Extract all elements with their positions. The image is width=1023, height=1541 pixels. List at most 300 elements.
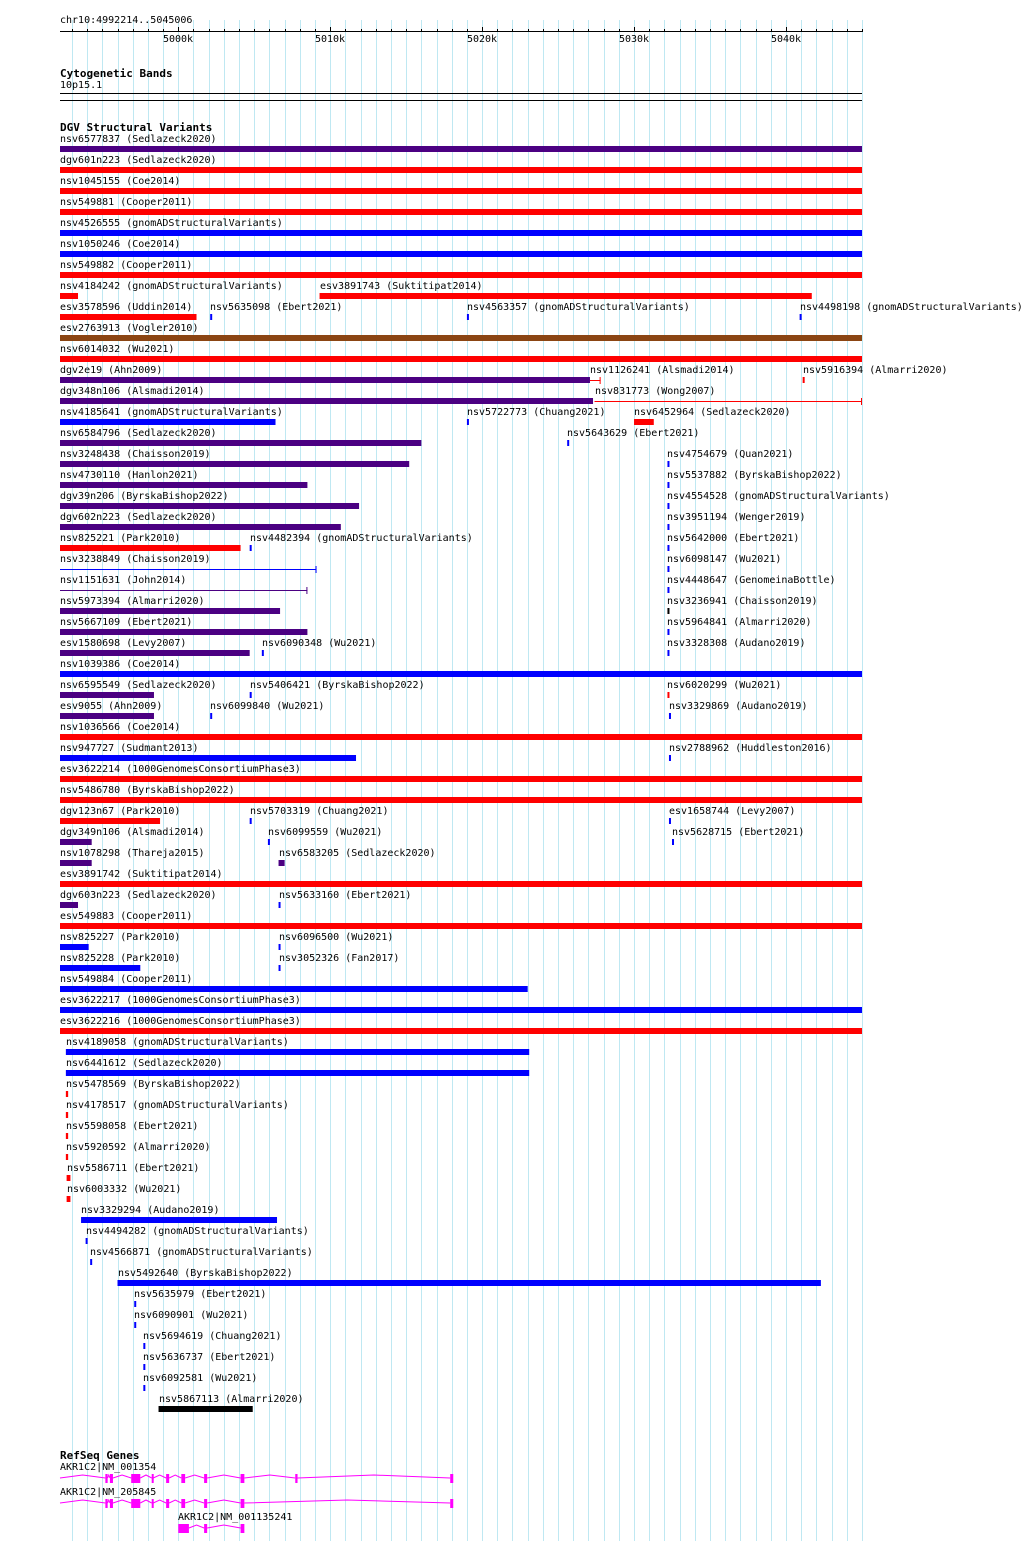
variant-glyph bbox=[0, 776, 890, 784]
variant-glyph bbox=[0, 713, 890, 721]
variant-bar bbox=[60, 230, 862, 236]
variant-glyph bbox=[0, 965, 890, 973]
variant-bar bbox=[134, 1301, 136, 1307]
intron-line bbox=[298, 1475, 451, 1478]
ruler-tick bbox=[102, 29, 103, 32]
variant-label: esv3891743 (Suktitipat2014) bbox=[320, 281, 483, 292]
variant-label: nsv5635098 (Ebert2021) bbox=[210, 302, 343, 313]
variant-label: nsv5628715 (Ebert2021) bbox=[672, 827, 805, 838]
variant-label: nsv4730110 (Hanlon2021) bbox=[60, 470, 199, 481]
variant-bar bbox=[60, 986, 528, 992]
variant-label: esv1580698 (Levy2007) bbox=[60, 638, 187, 649]
ruler-tick bbox=[178, 27, 179, 32]
variant-label: nsv5667109 (Ebert2021) bbox=[60, 617, 193, 628]
ruler-tick bbox=[437, 29, 438, 32]
variant-glyph bbox=[0, 839, 890, 847]
ruler-tick bbox=[239, 29, 240, 32]
variant-label: nsv549882 (Cooper2011) bbox=[60, 260, 193, 271]
intron-line bbox=[153, 1500, 166, 1503]
variant-glyph bbox=[0, 1028, 890, 1036]
variant-label: nsv549881 (Cooper2011) bbox=[60, 197, 193, 208]
variant-label: esv1658744 (Levy2007) bbox=[669, 806, 796, 817]
ruler-tick bbox=[862, 29, 863, 32]
ruler-tick bbox=[832, 29, 833, 32]
gene-label: AKR1C2|NM_205845 bbox=[60, 1487, 157, 1498]
variant-glyph bbox=[0, 1112, 890, 1120]
variant-label: nsv5406421 (ByrskaBishop2022) bbox=[250, 680, 425, 691]
variant-bar bbox=[667, 524, 669, 530]
variant-glyph bbox=[0, 293, 890, 301]
intron-line bbox=[244, 1500, 450, 1503]
variant-label: nsv3052326 (Fan2017) bbox=[279, 953, 400, 964]
variant-bar bbox=[672, 839, 674, 845]
variant-glyph bbox=[0, 734, 890, 742]
variant-label: nsv4494282 (gnomADStructuralVariants) bbox=[86, 1226, 309, 1237]
variant-glyph bbox=[0, 650, 890, 658]
variant-label: nsv5916394 (Almarri2020) bbox=[803, 365, 948, 376]
ruler-label: 5010k bbox=[314, 34, 346, 45]
intron-line bbox=[207, 1525, 240, 1528]
cytoband-track-title: Cytogenetic Bands bbox=[60, 67, 173, 80]
dgv-track-title: DGV Structural Variants bbox=[60, 121, 213, 134]
variant-label: nsv5920592 (Almarri2020) bbox=[66, 1142, 211, 1153]
variant-bar bbox=[669, 818, 671, 824]
variant-bar bbox=[60, 272, 862, 278]
variant-label: nsv6092581 (Wu2021) bbox=[143, 1373, 258, 1384]
refseq-track-title: RefSeq Genes bbox=[60, 1449, 140, 1462]
variant-glyph bbox=[0, 671, 890, 679]
exon-block bbox=[181, 1499, 185, 1508]
variant-glyph bbox=[0, 545, 890, 553]
variant-bar bbox=[667, 692, 669, 698]
intron-line bbox=[207, 1500, 240, 1503]
variant-bar bbox=[667, 629, 669, 635]
variant-label: nsv6577837 (Sedlazeck2020) bbox=[60, 134, 217, 145]
variant-glyph bbox=[0, 167, 890, 175]
intron-line bbox=[244, 1475, 295, 1478]
exon-block bbox=[131, 1499, 140, 1508]
exon-block bbox=[105, 1474, 107, 1483]
variant-bar bbox=[159, 1406, 253, 1412]
ruler-tick bbox=[528, 29, 529, 32]
variant-label: nsv825221 (Park2010) bbox=[60, 533, 181, 544]
variant-label: nsv6584796 (Sedlazeck2020) bbox=[60, 428, 217, 439]
variant-label: nsv3248438 (Chaisson2019) bbox=[60, 449, 211, 460]
variant-glyph bbox=[0, 1175, 890, 1183]
variant-bar bbox=[67, 1175, 71, 1181]
variant-glyph bbox=[0, 188, 890, 196]
exon-block bbox=[241, 1499, 245, 1508]
variant-bar bbox=[60, 1007, 862, 1013]
variant-bar bbox=[279, 860, 285, 866]
variant-label: nsv4563357 (gnomADStructuralVariants) bbox=[467, 302, 690, 313]
variant-glyph bbox=[0, 1154, 890, 1162]
exon-block bbox=[152, 1474, 154, 1483]
ruler-tick bbox=[740, 29, 741, 32]
gene-label: AKR1C2|NM_001354 bbox=[60, 1462, 157, 1473]
variant-label: nsv1045155 (Coe2014) bbox=[60, 176, 181, 187]
variant-glyph bbox=[0, 440, 890, 448]
variant-label: esv549883 (Cooper2011) bbox=[60, 911, 193, 922]
variant-label: dgv602n223 (Sedlazeck2020) bbox=[60, 512, 217, 523]
intron-line bbox=[185, 1500, 204, 1503]
variant-bar bbox=[143, 1343, 145, 1349]
variant-bar bbox=[667, 503, 669, 509]
variant-label: nsv5694619 (Chuang2021) bbox=[143, 1331, 282, 1342]
variant-bar bbox=[669, 713, 671, 719]
ruler-tick bbox=[224, 29, 225, 32]
ruler-label: 5000k bbox=[162, 34, 194, 45]
cytoband-label: 10p15.1 bbox=[60, 80, 103, 91]
variant-label: nsv6099840 (Wu2021) bbox=[210, 701, 325, 712]
variant-glyph bbox=[0, 1385, 890, 1393]
ruler-tick bbox=[786, 27, 787, 32]
variant-bar bbox=[60, 797, 862, 803]
variant-bar bbox=[667, 461, 669, 467]
variant-glyph bbox=[0, 1217, 890, 1225]
variant-label: dgv348n106 (Alsmadi2014) bbox=[60, 386, 205, 397]
variant-glyph bbox=[0, 986, 890, 994]
ruler-tick bbox=[756, 29, 757, 32]
exon-block bbox=[450, 1499, 453, 1508]
variant-label: nsv5643629 (Ebert2021) bbox=[567, 428, 700, 439]
intron-line bbox=[113, 1475, 131, 1478]
variant-bar bbox=[60, 923, 862, 929]
variant-glyph bbox=[0, 1196, 890, 1204]
exon-block bbox=[178, 1524, 189, 1533]
variant-bar bbox=[279, 944, 281, 950]
ruler-tick bbox=[406, 29, 407, 32]
variant-label: dgv2e19 (Ahn2009) bbox=[60, 365, 163, 376]
ruler-tick bbox=[209, 29, 210, 32]
variant-label: nsv6020299 (Wu2021) bbox=[667, 680, 782, 691]
ruler-tick bbox=[361, 29, 362, 32]
ruler-tick bbox=[118, 29, 119, 32]
variant-glyph bbox=[0, 461, 890, 469]
ruler-label: 5020k bbox=[466, 34, 498, 45]
variant-label: dgv601n223 (Sedlazeck2020) bbox=[60, 155, 217, 166]
variant-bar bbox=[143, 1364, 145, 1370]
variant-glyph bbox=[0, 818, 890, 826]
ruler-tick bbox=[87, 29, 88, 32]
variant-bar bbox=[60, 1028, 862, 1034]
variant-label: esv2763913 (Vogler2010) bbox=[60, 323, 199, 334]
ruler-tick bbox=[497, 29, 498, 32]
variant-glyph bbox=[0, 629, 890, 637]
intron-line bbox=[60, 1475, 105, 1478]
ruler-tick bbox=[300, 29, 301, 32]
ruler-tick bbox=[649, 29, 650, 32]
variant-bar bbox=[66, 1154, 68, 1160]
variant-label: nsv5492640 (ByrskaBishop2022) bbox=[118, 1268, 293, 1279]
variant-label: nsv2788962 (Huddleston2016) bbox=[669, 743, 832, 754]
variant-glyph bbox=[0, 1343, 890, 1351]
ruler-tick bbox=[133, 29, 134, 32]
variant-bar bbox=[279, 965, 281, 971]
exon-block bbox=[295, 1474, 297, 1483]
variant-glyph bbox=[0, 860, 890, 868]
variant-label: nsv5703319 (Chuang2021) bbox=[250, 806, 389, 817]
variant-label: esv3578596 (Uddin2014) bbox=[60, 302, 193, 313]
variant-glyph bbox=[0, 1133, 890, 1141]
variant-label: nsv1039386 (Coe2014) bbox=[60, 659, 181, 670]
variant-bar bbox=[60, 335, 862, 341]
variant-label: nsv6003332 (Wu2021) bbox=[67, 1184, 182, 1195]
ruler-tick bbox=[421, 29, 422, 32]
variant-label: nsv6583205 (Sedlazeck2020) bbox=[279, 848, 436, 859]
variant-glyph bbox=[0, 1070, 890, 1078]
intron-line bbox=[153, 1475, 166, 1478]
variant-label: nsv5486780 (ByrskaBishop2022) bbox=[60, 785, 235, 796]
ruler-tick bbox=[254, 29, 255, 32]
variant-label: nsv6096500 (Wu2021) bbox=[279, 932, 394, 943]
variant-glyph bbox=[0, 1322, 890, 1330]
variant-label: nsv5633160 (Ebert2021) bbox=[279, 890, 412, 901]
intron-line bbox=[60, 1500, 105, 1503]
gene-model bbox=[0, 1497, 890, 1511]
variant-label: esv9055 (Ahn2009) bbox=[60, 701, 163, 712]
variant-glyph bbox=[0, 482, 890, 490]
variant-bar bbox=[669, 755, 671, 761]
ruler-tick bbox=[695, 29, 696, 32]
variant-bar bbox=[60, 251, 862, 257]
variant-glyph bbox=[0, 923, 890, 931]
coordinates-label: chr10:4992214..5045006 bbox=[60, 15, 193, 26]
ruler-tick bbox=[285, 29, 286, 32]
variant-label: nsv1126241 (Alsmadi2014) bbox=[590, 365, 735, 376]
variant-bar bbox=[60, 776, 862, 782]
cytoband-border-bottom bbox=[60, 100, 862, 101]
variant-bar bbox=[667, 650, 669, 656]
gene-label: AKR1C2|NM_001135241 bbox=[178, 1512, 293, 1523]
ruler-tick bbox=[634, 27, 635, 32]
variant-glyph bbox=[0, 1301, 890, 1309]
ruler-tick bbox=[558, 29, 559, 32]
variant-bar bbox=[90, 1259, 92, 1265]
intron-line bbox=[140, 1475, 151, 1478]
exon-block bbox=[131, 1474, 140, 1483]
variant-label: nsv1151631 (John2014) bbox=[60, 575, 187, 586]
exon-block bbox=[110, 1499, 113, 1508]
ruler-tick bbox=[193, 29, 194, 32]
variant-label: nsv6099559 (Wu2021) bbox=[268, 827, 383, 838]
intron-line bbox=[189, 1525, 204, 1528]
variant-bar bbox=[60, 146, 862, 152]
variant-label: nsv5598058 (Ebert2021) bbox=[66, 1121, 199, 1132]
variant-bar bbox=[81, 1217, 277, 1223]
exon-block bbox=[181, 1474, 185, 1483]
variant-glyph bbox=[0, 398, 890, 406]
exon-block bbox=[166, 1499, 169, 1508]
variant-glyph bbox=[0, 1007, 890, 1015]
variant-label: nsv4566871 (gnomADStructuralVariants) bbox=[90, 1247, 313, 1258]
variant-glyph bbox=[0, 1049, 890, 1057]
variant-label: nsv4554528 (gnomADStructuralVariants) bbox=[667, 491, 890, 502]
ruler-tick bbox=[72, 29, 73, 32]
variant-glyph bbox=[0, 146, 890, 154]
variant-label: esv3622217 (1000GenomesConsortiumPhase3) bbox=[60, 995, 301, 1006]
variant-glyph bbox=[0, 1406, 890, 1414]
variant-bar bbox=[667, 587, 669, 593]
exon-block bbox=[152, 1499, 154, 1508]
variant-label: nsv825227 (Park2010) bbox=[60, 932, 181, 943]
variant-label: nsv4185641 (gnomADStructuralVariants) bbox=[60, 407, 283, 418]
variant-glyph bbox=[0, 335, 890, 343]
variant-bar bbox=[60, 881, 862, 887]
ruler-tick bbox=[664, 29, 665, 32]
variant-label: dgv603n223 (Sedlazeck2020) bbox=[60, 890, 217, 901]
variant-label: nsv3329869 (Audano2019) bbox=[669, 701, 808, 712]
variant-label: nsv3328308 (Audano2019) bbox=[667, 638, 806, 649]
variant-label: nsv6098147 (Wu2021) bbox=[667, 554, 782, 565]
variant-glyph bbox=[0, 503, 890, 511]
ruler-tick bbox=[543, 29, 544, 32]
ruler-tick bbox=[269, 29, 270, 32]
variant-glyph bbox=[0, 272, 890, 280]
variant-bar bbox=[66, 1049, 529, 1055]
variant-bar bbox=[143, 1385, 145, 1391]
variant-label: nsv5478569 (ByrskaBishop2022) bbox=[66, 1079, 241, 1090]
variant-label: nsv5973394 (Almarri2020) bbox=[60, 596, 205, 607]
variant-label: nsv3329294 (Audano2019) bbox=[81, 1205, 220, 1216]
variant-glyph bbox=[0, 419, 890, 427]
variant-glyph bbox=[0, 797, 890, 805]
ruler-axis bbox=[60, 31, 862, 32]
variant-label: nsv4498198 (gnomADStructuralVariants) bbox=[800, 302, 1023, 313]
variant-label: nsv6090348 (Wu2021) bbox=[262, 638, 377, 649]
exon-block bbox=[241, 1474, 245, 1483]
gene-model bbox=[0, 1522, 890, 1536]
ruler-tick bbox=[467, 29, 468, 32]
variant-bar bbox=[66, 1133, 68, 1139]
ruler-tick bbox=[710, 29, 711, 32]
variant-glyph bbox=[0, 692, 890, 700]
variant-bar bbox=[67, 1196, 71, 1202]
variant-bar bbox=[803, 377, 805, 383]
variant-label: esv3891742 (Suktitipat2014) bbox=[60, 869, 223, 880]
variant-label: nsv5586711 (Ebert2021) bbox=[67, 1163, 200, 1174]
variant-glyph bbox=[0, 356, 890, 364]
ruler-tick bbox=[452, 29, 453, 32]
variant-bar bbox=[66, 1070, 529, 1076]
variant-bar bbox=[667, 482, 669, 488]
variant-label: esv3622216 (1000GenomesConsortiumPhase3) bbox=[60, 1016, 301, 1027]
variant-glyph bbox=[0, 209, 890, 217]
variant-label: nsv5635979 (Ebert2021) bbox=[134, 1289, 267, 1300]
variant-label: nsv6014032 (Wu2021) bbox=[60, 344, 175, 355]
variant-label: nsv3236941 (Chaisson2019) bbox=[667, 596, 818, 607]
variant-bar bbox=[60, 188, 862, 194]
variant-label: nsv5642000 (Ebert2021) bbox=[667, 533, 800, 544]
intron-line bbox=[207, 1475, 240, 1478]
variant-label: nsv4189058 (gnomADStructuralVariants) bbox=[66, 1037, 289, 1048]
variant-label: nsv5722773 (Chuang2021) bbox=[467, 407, 606, 418]
ruler-tick bbox=[148, 29, 149, 32]
variant-label: nsv3951194 (Wenger2019) bbox=[667, 512, 806, 523]
variant-label: nsv6090901 (Wu2021) bbox=[134, 1310, 249, 1321]
variant-bar bbox=[60, 209, 862, 215]
variant-label: nsv1050246 (Coe2014) bbox=[60, 239, 181, 250]
exon-block bbox=[204, 1474, 207, 1483]
ruler-tick bbox=[588, 29, 589, 32]
exon-block bbox=[204, 1499, 207, 1508]
gene-model bbox=[0, 1472, 890, 1486]
ruler-tick bbox=[512, 29, 513, 32]
variant-label: nsv549884 (Cooper2011) bbox=[60, 974, 193, 985]
variant-label: nsv6595549 (Sedlazeck2020) bbox=[60, 680, 217, 691]
variant-label: nsv6441612 (Sedlazeck2020) bbox=[66, 1058, 223, 1069]
variant-label: nsv4526555 (gnomADStructuralVariants) bbox=[60, 218, 283, 229]
variant-bar bbox=[667, 566, 669, 572]
variant-bar bbox=[634, 419, 654, 425]
variant-bar bbox=[567, 440, 569, 446]
variant-label: nsv4754679 (Quan2021) bbox=[667, 449, 794, 460]
ruler-tick bbox=[604, 29, 605, 32]
variant-glyph bbox=[0, 608, 890, 616]
variant-label: nsv4184242 (gnomADStructuralVariants) bbox=[60, 281, 283, 292]
variant-glyph bbox=[0, 230, 890, 238]
variant-bar bbox=[800, 314, 802, 320]
ruler-label: 5030k bbox=[618, 34, 650, 45]
variant-label: nsv5867113 (Almarri2020) bbox=[159, 1394, 304, 1405]
variant-glyph bbox=[0, 1364, 890, 1372]
variant-label: esv3622214 (1000GenomesConsortiumPhase3) bbox=[60, 764, 301, 775]
exon-block bbox=[105, 1499, 107, 1508]
cytoband-border-top bbox=[60, 93, 862, 94]
variant-label: dgv39n206 (ByrskaBishop2022) bbox=[60, 491, 229, 502]
variant-label: nsv4448647 (GenomeinaBottle) bbox=[667, 575, 836, 586]
variant-glyph bbox=[0, 1238, 890, 1246]
ruler-tick bbox=[391, 29, 392, 32]
variant-bar bbox=[60, 167, 862, 173]
ruler-tick bbox=[725, 29, 726, 32]
variant-glyph bbox=[0, 566, 890, 574]
variant-glyph bbox=[0, 524, 890, 532]
variant-label: dgv349n106 (Alsmadi2014) bbox=[60, 827, 205, 838]
ruler-tick bbox=[771, 29, 772, 32]
exon-block bbox=[166, 1474, 169, 1483]
variant-bar bbox=[320, 293, 812, 299]
variant-label: nsv5964841 (Almarri2020) bbox=[667, 617, 812, 628]
ruler-tick bbox=[573, 29, 574, 32]
variant-glyph bbox=[0, 944, 890, 952]
exon-block bbox=[241, 1524, 245, 1533]
variant-label: nsv1078298 (Thareja2015) bbox=[60, 848, 205, 859]
variant-bar bbox=[60, 356, 862, 362]
intron-line bbox=[140, 1500, 151, 1503]
variant-bar bbox=[667, 545, 669, 551]
variant-label: dgv123n67 (Park2010) bbox=[60, 806, 181, 817]
variant-bar bbox=[134, 1322, 136, 1328]
variant-bar bbox=[118, 1280, 821, 1286]
ruler-tick bbox=[801, 29, 802, 32]
ruler-tick bbox=[680, 29, 681, 32]
variant-label: nsv3238849 (Chaisson2019) bbox=[60, 554, 211, 565]
variant-glyph bbox=[0, 881, 890, 889]
variant-end-cap bbox=[861, 398, 862, 405]
exon-block bbox=[450, 1474, 453, 1483]
variant-label: nsv831773 (Wong2007) bbox=[595, 386, 716, 397]
ruler-tick bbox=[315, 29, 316, 32]
variant-bar bbox=[60, 671, 862, 677]
variant-bar bbox=[66, 1112, 68, 1118]
variant-bar bbox=[279, 902, 281, 908]
variant-label: nsv6452964 (Sedlazeck2020) bbox=[634, 407, 791, 418]
variant-label: nsv947727 (Sudmant2013) bbox=[60, 743, 199, 754]
variant-bar bbox=[66, 1091, 68, 1097]
variant-glyph bbox=[0, 1259, 890, 1267]
intron-line bbox=[113, 1500, 131, 1503]
